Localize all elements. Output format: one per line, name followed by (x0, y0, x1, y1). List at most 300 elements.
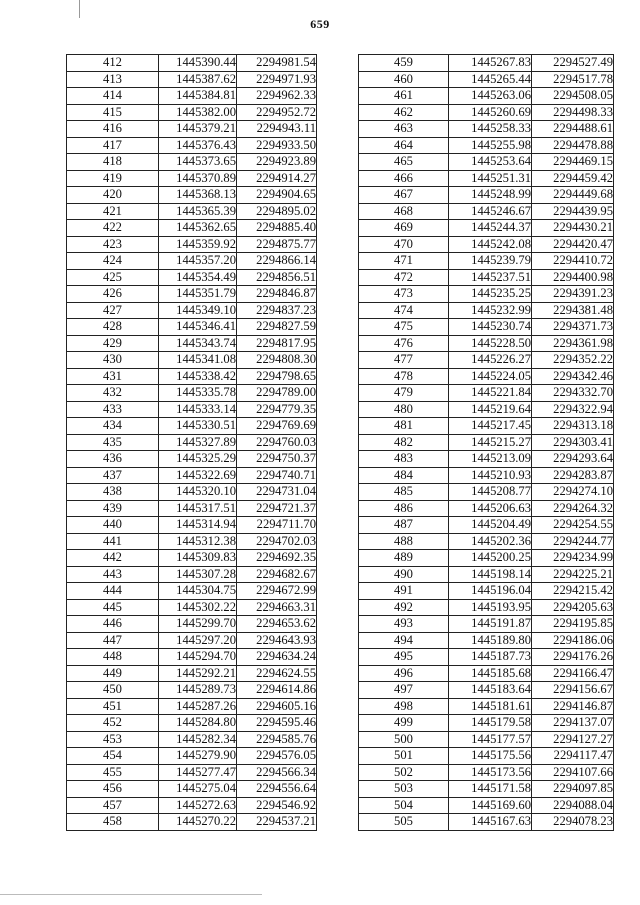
point-number-cell: 412 (67, 55, 159, 72)
point-number-cell: 498 (359, 698, 449, 715)
point-number-cell: 487 (359, 517, 449, 534)
y-coordinate-cell: 2294682.67 (237, 566, 317, 583)
y-coordinate-cell: 2294643.93 (237, 632, 317, 649)
point-number-cell: 441 (67, 533, 159, 550)
point-number-cell: 419 (67, 170, 159, 187)
x-coordinate-cell: 1445272.63 (159, 797, 237, 814)
table-row (67, 55, 317, 72)
point-number-cell: 454 (67, 748, 159, 765)
point-number-cell: 445 (67, 599, 159, 616)
table-row (67, 566, 317, 583)
x-coordinate-cell: 1445359.92 (159, 236, 237, 253)
point-number-cell: 437 (67, 467, 159, 484)
y-coordinate-cell: 2294962.33 (237, 88, 317, 105)
table-row (67, 104, 317, 121)
x-coordinate-cell: 1445213.09 (449, 451, 532, 468)
y-coordinate-cell: 2294537.21 (237, 814, 317, 831)
x-coordinate-cell: 1445210.93 (449, 467, 532, 484)
x-coordinate-cell: 1445341.08 (159, 352, 237, 369)
y-coordinate-cell: 2294760.03 (237, 434, 317, 451)
point-number-cell: 438 (67, 484, 159, 501)
y-coordinate-cell: 2294769.69 (237, 418, 317, 435)
point-number-cell: 478 (359, 368, 449, 385)
point-number-cell: 486 (359, 500, 449, 517)
x-coordinate-cell: 1445204.49 (449, 517, 532, 534)
y-coordinate-cell: 2294875.77 (237, 236, 317, 253)
x-coordinate-cell: 1445346.41 (159, 319, 237, 336)
table-row (359, 335, 614, 352)
scan-margin-mark (79, 0, 80, 18)
table-row (67, 715, 317, 732)
table-row (359, 797, 614, 814)
x-coordinate-cell: 1445169.60 (449, 797, 532, 814)
x-coordinate-cell: 1445221.84 (449, 385, 532, 402)
point-number-cell: 447 (67, 632, 159, 649)
point-number-cell: 427 (67, 302, 159, 319)
table-row (359, 434, 614, 451)
point-number-cell: 424 (67, 253, 159, 270)
y-coordinate-cell: 2294981.54 (237, 55, 317, 72)
y-coordinate-cell: 2294439.95 (532, 203, 614, 220)
y-coordinate-cell: 2294556.64 (237, 781, 317, 798)
point-number-cell: 426 (67, 286, 159, 303)
coordinate-table-left (66, 54, 317, 831)
point-number-cell: 502 (359, 764, 449, 781)
table-row (359, 55, 614, 72)
table-row (67, 764, 317, 781)
y-coordinate-cell: 2294585.76 (237, 731, 317, 748)
table-row (67, 203, 317, 220)
table-row (359, 731, 614, 748)
x-coordinate-cell: 1445362.65 (159, 220, 237, 237)
y-coordinate-cell: 2294779.35 (237, 401, 317, 418)
point-number-cell: 481 (359, 418, 449, 435)
point-number-cell: 446 (67, 616, 159, 633)
point-number-cell: 436 (67, 451, 159, 468)
y-coordinate-cell: 2294808.30 (237, 352, 317, 369)
table-row (359, 550, 614, 567)
table-row (359, 269, 614, 286)
point-number-cell: 495 (359, 649, 449, 666)
x-coordinate-cell: 1445299.70 (159, 616, 237, 633)
x-coordinate-cell: 1445338.42 (159, 368, 237, 385)
table-row (359, 220, 614, 237)
y-coordinate-cell: 2294508.05 (532, 88, 614, 105)
x-coordinate-cell: 1445379.21 (159, 121, 237, 138)
table-row (67, 236, 317, 253)
point-number-cell: 414 (67, 88, 159, 105)
table-row (67, 286, 317, 303)
point-number-cell: 420 (67, 187, 159, 204)
y-coordinate-cell: 2294624.55 (237, 665, 317, 682)
point-number-cell: 501 (359, 748, 449, 765)
y-coordinate-cell: 2294478.88 (532, 137, 614, 154)
point-number-cell: 496 (359, 665, 449, 682)
x-coordinate-cell: 1445297.20 (159, 632, 237, 649)
y-coordinate-cell: 2294430.21 (532, 220, 614, 237)
table-row (67, 385, 317, 402)
y-coordinate-cell: 2294952.72 (237, 104, 317, 121)
x-coordinate-cell: 1445230.74 (449, 319, 532, 336)
point-number-cell: 459 (359, 55, 449, 72)
point-number-cell: 499 (359, 715, 449, 732)
x-coordinate-cell: 1445322.69 (159, 467, 237, 484)
y-coordinate-cell: 2294137.07 (532, 715, 614, 732)
table-row (67, 467, 317, 484)
point-number-cell: 504 (359, 797, 449, 814)
table-row (67, 368, 317, 385)
y-coordinate-cell: 2294866.14 (237, 253, 317, 270)
y-coordinate-cell: 2294420.47 (532, 236, 614, 253)
point-number-cell: 473 (359, 286, 449, 303)
point-number-cell: 477 (359, 352, 449, 369)
table-row (67, 302, 317, 319)
point-number-cell: 470 (359, 236, 449, 253)
point-number-cell: 423 (67, 236, 159, 253)
point-number-cell: 452 (67, 715, 159, 732)
table-row (359, 236, 614, 253)
y-coordinate-cell: 2294352.22 (532, 352, 614, 369)
table-row (359, 170, 614, 187)
x-coordinate-cell: 1445267.83 (449, 55, 532, 72)
table-row (67, 484, 317, 501)
x-coordinate-cell: 1445239.79 (449, 253, 532, 270)
point-number-cell: 463 (359, 121, 449, 138)
table-row (359, 484, 614, 501)
table-row (67, 71, 317, 88)
point-number-cell: 450 (67, 682, 159, 699)
table-row (67, 137, 317, 154)
table-row (359, 121, 614, 138)
y-coordinate-cell: 2294410.72 (532, 253, 614, 270)
point-number-cell: 440 (67, 517, 159, 534)
x-coordinate-cell: 1445373.65 (159, 154, 237, 171)
y-coordinate-cell: 2294371.73 (532, 319, 614, 336)
point-number-cell: 462 (359, 104, 449, 121)
table-row (67, 814, 317, 831)
point-number-cell: 489 (359, 550, 449, 567)
point-number-cell: 421 (67, 203, 159, 220)
table-row (359, 418, 614, 435)
table-row (67, 121, 317, 138)
x-coordinate-cell: 1445255.98 (449, 137, 532, 154)
y-coordinate-cell: 2294449.68 (532, 187, 614, 204)
table-row (359, 467, 614, 484)
x-coordinate-cell: 1445183.64 (449, 682, 532, 699)
y-coordinate-cell: 2294313.18 (532, 418, 614, 435)
point-number-cell: 429 (67, 335, 159, 352)
y-coordinate-cell: 2294097.85 (532, 781, 614, 798)
table-row (359, 368, 614, 385)
point-number-cell: 428 (67, 319, 159, 336)
table-row (67, 550, 317, 567)
table-row (359, 698, 614, 715)
y-coordinate-cell: 2294692.35 (237, 550, 317, 567)
point-number-cell: 480 (359, 401, 449, 418)
point-number-cell: 434 (67, 418, 159, 435)
y-coordinate-cell: 2294498.33 (532, 104, 614, 121)
table-row (359, 71, 614, 88)
y-coordinate-cell: 2294576.05 (237, 748, 317, 765)
x-coordinate-cell: 1445382.00 (159, 104, 237, 121)
y-coordinate-cell: 2294914.27 (237, 170, 317, 187)
x-coordinate-cell: 1445237.51 (449, 269, 532, 286)
table-row (359, 748, 614, 765)
table-row (67, 319, 317, 336)
y-coordinate-cell: 2294088.04 (532, 797, 614, 814)
x-coordinate-cell: 1445185.68 (449, 665, 532, 682)
x-coordinate-cell: 1445317.51 (159, 500, 237, 517)
table-row (67, 748, 317, 765)
x-coordinate-cell: 1445330.51 (159, 418, 237, 435)
table-row (67, 434, 317, 451)
table-row (67, 187, 317, 204)
x-coordinate-cell: 1445177.57 (449, 731, 532, 748)
y-coordinate-cell: 2294195.85 (532, 616, 614, 633)
y-coordinate-cell: 2294205.63 (532, 599, 614, 616)
point-number-cell: 449 (67, 665, 159, 682)
x-coordinate-cell: 1445282.34 (159, 731, 237, 748)
x-coordinate-cell: 1445390.44 (159, 55, 237, 72)
y-coordinate-cell: 2294895.02 (237, 203, 317, 220)
table-row (67, 352, 317, 369)
table-row (67, 220, 317, 237)
y-coordinate-cell: 2294846.87 (237, 286, 317, 303)
table-row (67, 253, 317, 270)
y-coordinate-cell: 2294943.11 (237, 121, 317, 138)
y-coordinate-cell: 2294663.31 (237, 599, 317, 616)
y-coordinate-cell: 2294146.87 (532, 698, 614, 715)
table-row (359, 154, 614, 171)
table-row (67, 170, 317, 187)
y-coordinate-cell: 2294264.32 (532, 500, 614, 517)
point-number-cell: 417 (67, 137, 159, 154)
x-coordinate-cell: 1445200.25 (449, 550, 532, 567)
point-number-cell: 472 (359, 269, 449, 286)
y-coordinate-cell: 2294186.06 (532, 632, 614, 649)
x-coordinate-cell: 1445284.80 (159, 715, 237, 732)
y-coordinate-cell: 2294653.62 (237, 616, 317, 633)
x-coordinate-cell: 1445325.29 (159, 451, 237, 468)
y-coordinate-cell: 2294566.34 (237, 764, 317, 781)
table-row (359, 203, 614, 220)
y-coordinate-cell: 2294605.16 (237, 698, 317, 715)
table-row (359, 665, 614, 682)
y-coordinate-cell: 2294817.95 (237, 335, 317, 352)
x-coordinate-cell: 1445351.79 (159, 286, 237, 303)
x-coordinate-cell: 1445277.47 (159, 764, 237, 781)
y-coordinate-cell: 2294274.10 (532, 484, 614, 501)
y-coordinate-cell: 2294283.87 (532, 467, 614, 484)
y-coordinate-cell: 2294117.47 (532, 748, 614, 765)
y-coordinate-cell: 2294459.42 (532, 170, 614, 187)
point-number-cell: 448 (67, 649, 159, 666)
table-row (67, 335, 317, 352)
table-row (67, 616, 317, 633)
table-row (67, 154, 317, 171)
table-row (67, 731, 317, 748)
x-coordinate-cell: 1445189.80 (449, 632, 532, 649)
y-coordinate-cell: 2294342.46 (532, 368, 614, 385)
point-number-cell: 451 (67, 698, 159, 715)
x-coordinate-cell: 1445175.56 (449, 748, 532, 765)
table-row (67, 88, 317, 105)
table-row (67, 649, 317, 666)
y-coordinate-cell: 2294332.70 (532, 385, 614, 402)
x-coordinate-cell: 1445226.27 (449, 352, 532, 369)
point-number-cell: 453 (67, 731, 159, 748)
table-row (359, 187, 614, 204)
point-number-cell: 443 (67, 566, 159, 583)
x-coordinate-cell: 1445309.83 (159, 550, 237, 567)
point-number-cell: 433 (67, 401, 159, 418)
point-number-cell: 422 (67, 220, 159, 237)
table-row (67, 269, 317, 286)
point-number-cell: 493 (359, 616, 449, 633)
y-coordinate-cell: 2294595.46 (237, 715, 317, 732)
point-number-cell: 488 (359, 533, 449, 550)
point-number-cell: 490 (359, 566, 449, 583)
point-number-cell: 418 (67, 154, 159, 171)
x-coordinate-cell: 1445244.37 (449, 220, 532, 237)
x-coordinate-cell: 1445187.73 (449, 649, 532, 666)
table-row (67, 781, 317, 798)
table-row (359, 682, 614, 699)
y-coordinate-cell: 2294798.65 (237, 368, 317, 385)
point-number-cell: 465 (359, 154, 449, 171)
x-coordinate-cell: 1445333.14 (159, 401, 237, 418)
x-coordinate-cell: 1445368.13 (159, 187, 237, 204)
x-coordinate-cell: 1445251.31 (449, 170, 532, 187)
table-row (359, 286, 614, 303)
y-coordinate-cell: 2294254.55 (532, 517, 614, 534)
point-number-cell: 475 (359, 319, 449, 336)
y-coordinate-cell: 2294711.70 (237, 517, 317, 534)
y-coordinate-cell: 2294789.00 (237, 385, 317, 402)
point-number-cell: 485 (359, 484, 449, 501)
y-coordinate-cell: 2294107.66 (532, 764, 614, 781)
table-row (67, 401, 317, 418)
x-coordinate-cell: 1445235.25 (449, 286, 532, 303)
y-coordinate-cell: 2294517.78 (532, 71, 614, 88)
table-row (67, 533, 317, 550)
point-number-cell: 458 (67, 814, 159, 831)
x-coordinate-cell: 1445260.69 (449, 104, 532, 121)
table-row (67, 665, 317, 682)
table-row (359, 88, 614, 105)
table-row (359, 649, 614, 666)
y-coordinate-cell: 2294215.42 (532, 583, 614, 600)
x-coordinate-cell: 1445202.36 (449, 533, 532, 550)
point-number-cell: 439 (67, 500, 159, 517)
x-coordinate-cell: 1445294.70 (159, 649, 237, 666)
x-coordinate-cell: 1445258.33 (449, 121, 532, 138)
table-row (359, 632, 614, 649)
y-coordinate-cell: 2294166.47 (532, 665, 614, 682)
table-row (359, 764, 614, 781)
table-row (359, 715, 614, 732)
x-coordinate-cell: 1445289.73 (159, 682, 237, 699)
x-coordinate-cell: 1445320.10 (159, 484, 237, 501)
point-number-cell: 482 (359, 434, 449, 451)
footer-rule (0, 894, 262, 895)
x-coordinate-cell: 1445179.58 (449, 715, 532, 732)
point-number-cell: 494 (359, 632, 449, 649)
point-number-cell: 479 (359, 385, 449, 402)
table-row (359, 104, 614, 121)
point-number-cell: 432 (67, 385, 159, 402)
y-coordinate-cell: 2294322.94 (532, 401, 614, 418)
y-coordinate-cell: 2294244.77 (532, 533, 614, 550)
point-number-cell: 425 (67, 269, 159, 286)
y-coordinate-cell: 2294400.98 (532, 269, 614, 286)
point-number-cell: 444 (67, 583, 159, 600)
x-coordinate-cell: 1445370.89 (159, 170, 237, 187)
y-coordinate-cell: 2294225.21 (532, 566, 614, 583)
x-coordinate-cell: 1445365.39 (159, 203, 237, 220)
y-coordinate-cell: 2294904.65 (237, 187, 317, 204)
table-row (359, 302, 614, 319)
point-number-cell: 503 (359, 781, 449, 798)
y-coordinate-cell: 2294156.67 (532, 682, 614, 699)
x-coordinate-cell: 1445270.22 (159, 814, 237, 831)
x-coordinate-cell: 1445228.50 (449, 335, 532, 352)
x-coordinate-cell: 1445357.20 (159, 253, 237, 270)
x-coordinate-cell: 1445215.27 (449, 434, 532, 451)
x-coordinate-cell: 1445343.74 (159, 335, 237, 352)
x-coordinate-cell: 1445193.95 (449, 599, 532, 616)
x-coordinate-cell: 1445248.99 (449, 187, 532, 204)
y-coordinate-cell: 2294127.27 (532, 731, 614, 748)
point-number-cell: 483 (359, 451, 449, 468)
table-row (359, 451, 614, 468)
point-number-cell: 505 (359, 814, 449, 831)
table-row (67, 583, 317, 600)
x-coordinate-cell: 1445314.94 (159, 517, 237, 534)
x-coordinate-cell: 1445292.21 (159, 665, 237, 682)
x-coordinate-cell: 1445335.78 (159, 385, 237, 402)
point-number-cell: 430 (67, 352, 159, 369)
y-coordinate-cell: 2294634.24 (237, 649, 317, 666)
table-row (67, 451, 317, 468)
point-number-cell: 460 (359, 71, 449, 88)
x-coordinate-cell: 1445173.56 (449, 764, 532, 781)
y-coordinate-cell: 2294923.89 (237, 154, 317, 171)
table-row (359, 401, 614, 418)
point-number-cell: 474 (359, 302, 449, 319)
point-number-cell: 464 (359, 137, 449, 154)
y-coordinate-cell: 2294614.86 (237, 682, 317, 699)
point-number-cell: 468 (359, 203, 449, 220)
table-row (359, 352, 614, 369)
y-coordinate-cell: 2294827.59 (237, 319, 317, 336)
table-row (359, 319, 614, 336)
x-coordinate-cell: 1445191.87 (449, 616, 532, 633)
x-coordinate-cell: 1445196.04 (449, 583, 532, 600)
point-number-cell: 442 (67, 550, 159, 567)
point-number-cell: 415 (67, 104, 159, 121)
table-row (359, 566, 614, 583)
table-row (67, 500, 317, 517)
table-row (359, 599, 614, 616)
point-number-cell: 476 (359, 335, 449, 352)
y-coordinate-cell: 2294721.37 (237, 500, 317, 517)
x-coordinate-cell: 1445206.63 (449, 500, 532, 517)
x-coordinate-cell: 1445181.61 (449, 698, 532, 715)
x-coordinate-cell: 1445198.14 (449, 566, 532, 583)
point-number-cell: 500 (359, 731, 449, 748)
point-number-cell: 467 (359, 187, 449, 204)
